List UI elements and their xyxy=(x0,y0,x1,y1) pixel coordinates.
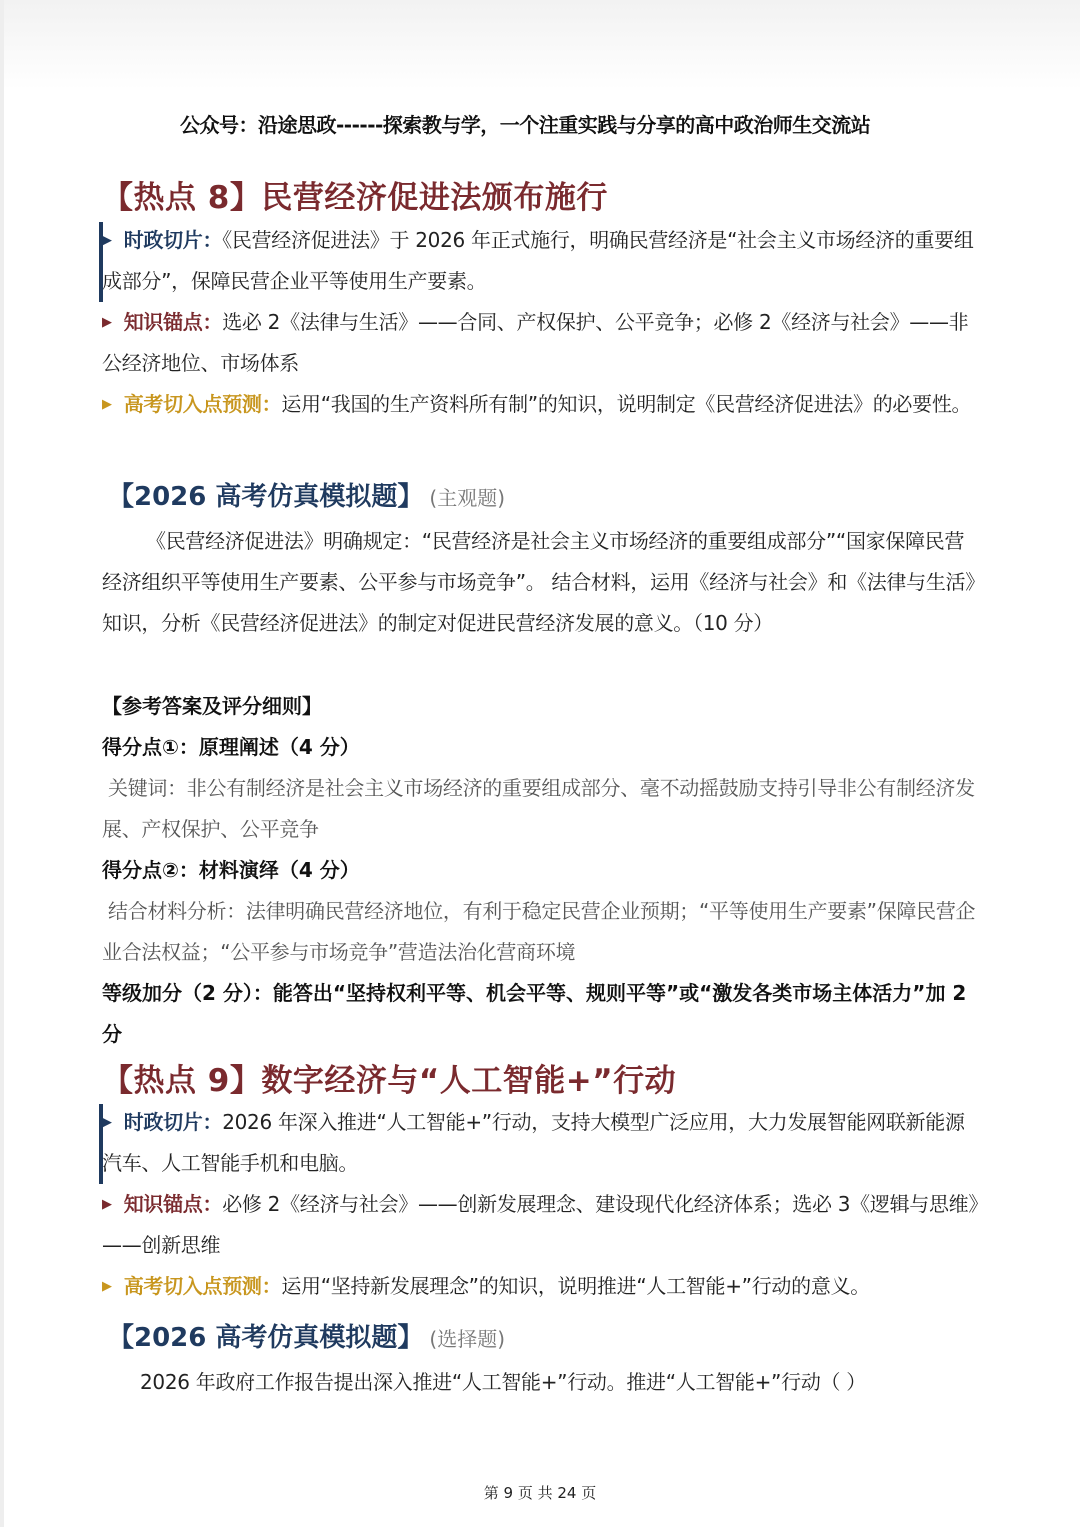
point2-title: 得分点②：材料演绎（4 分） xyxy=(102,858,360,882)
anchor-text: 必修 2《经济与社会》——创新发展理念、建设现代化经济体系；选必 3《逻辑与思维》——创新思维 xyxy=(102,1192,979,1257)
sim2-heading xyxy=(108,1317,988,1354)
hot8-title: 【热点 8】民营经济促进法颁布施行 xyxy=(102,180,608,216)
hot9-predict xyxy=(102,1266,982,1307)
hot9-slice xyxy=(102,1102,982,1184)
sim2-title: 【2026 高考仿真模拟题】 xyxy=(108,1323,424,1353)
triangle-bullet-icon: ▶ xyxy=(102,1115,112,1130)
sim1-title: 【2026 高考仿真模拟题】 xyxy=(108,482,424,512)
sim1-tag: (主观题) xyxy=(429,486,506,510)
predict-label: 高考切入点预测： xyxy=(123,392,282,416)
sim1-question: 《民营经济促进法》明确规定：“民营经济是社会主义市场经济的重要组成部分”“国家保障民营经济组织平等使用生产要素、公平参与市场竞争”。 结合材料，运用《经济与社会》和《法律与生活》知识，分析《民营经济促进法》的制定对促进民营经济发展的意义。（10 分） xyxy=(102,529,975,635)
triangle-bullet-icon: ▶ xyxy=(102,1197,112,1212)
hot8-predict xyxy=(102,384,982,425)
answer-heading: 【参考答案及评分细则】 xyxy=(102,694,322,718)
triangle-bullet-icon: ▶ xyxy=(102,397,112,412)
page-number: 第 9 页 共 24 页 xyxy=(483,1484,597,1502)
hot8-anchor xyxy=(102,302,982,384)
point1-title: 得分点①：原理阐述（4 分） xyxy=(102,735,360,759)
slice-label: 时政切片： xyxy=(123,1110,223,1134)
hot8-slice xyxy=(102,220,982,302)
point1-text: 关键词：非公有制经济是社会主义市场经济的重要组成部分、毫不动摇鼓励支持引导非公有制经济发展、产权保护、公平竞争 xyxy=(102,776,975,841)
page-left-edge xyxy=(0,0,4,1527)
hot9-title: 【热点 9】数字经济与“人工智能+”行动 xyxy=(102,1063,677,1099)
anchor-label: 知识锚点： xyxy=(123,310,223,334)
predict-text: 运用“坚持新发展理念”的知识，说明推进“人工智能+”行动的意义。 xyxy=(281,1274,870,1298)
sim2-question: 2026 年政府工作报告提出深入推进“人工智能+”行动。推进“人工智能+”行动（ ） xyxy=(140,1370,866,1394)
anchor-text: 选必 2《法律与生活》——合同、产权保护、公平竞争；必修 2《经济与社会》——非公经济地位、市场体系 xyxy=(102,310,969,375)
bonus-rule: 等级加分（2 分）：能答出“坚持权利平等、机会平等、规则平等”或“激发各类市场主体活力”加 2 分 xyxy=(102,981,967,1046)
sim1-heading xyxy=(108,476,988,513)
predict-text: 运用“我国的生产资料所有制”的知识，说明制定《民营经济促进法》的必要性。 xyxy=(281,392,972,416)
triangle-bullet-icon: ▶ xyxy=(102,315,112,330)
anchor-label: 知识锚点： xyxy=(123,1192,223,1216)
sim2-tag: (选择题) xyxy=(429,1327,506,1351)
page-top-shade xyxy=(0,0,1080,90)
point2-text: 结合材料分析：法律明确民营经济地位，有利于稳定民营企业预期；“平等使用生产要素”保障民营企业合法权益；“公平参与市场竞争”营造法治化营商环境 xyxy=(102,899,976,964)
slice-label: 时政切片： xyxy=(123,228,223,252)
predict-label: 高考切入点预测： xyxy=(123,1274,282,1298)
triangle-bullet-icon: ▶ xyxy=(102,1279,112,1294)
slice-text: 2026 年深入推进“人工智能+”行动，支持大模型广泛应用，大力发展智能网联新能源汽车、人工智能手机和电脑。 xyxy=(102,1110,965,1175)
triangle-bullet-icon: ▶ xyxy=(102,233,112,248)
page-header: 公众号：沿途思政------探索教与学，一个注重实践与分享的高中政治师生交流站 xyxy=(180,113,871,137)
slice-text: 《民营经济促进法》于 2026 年正式施行，明确民营经济是“社会主义市场经济的重要组成部分”，保障民营企业平等使用生产要素。 xyxy=(102,228,974,293)
hot9-anchor xyxy=(102,1184,982,1266)
